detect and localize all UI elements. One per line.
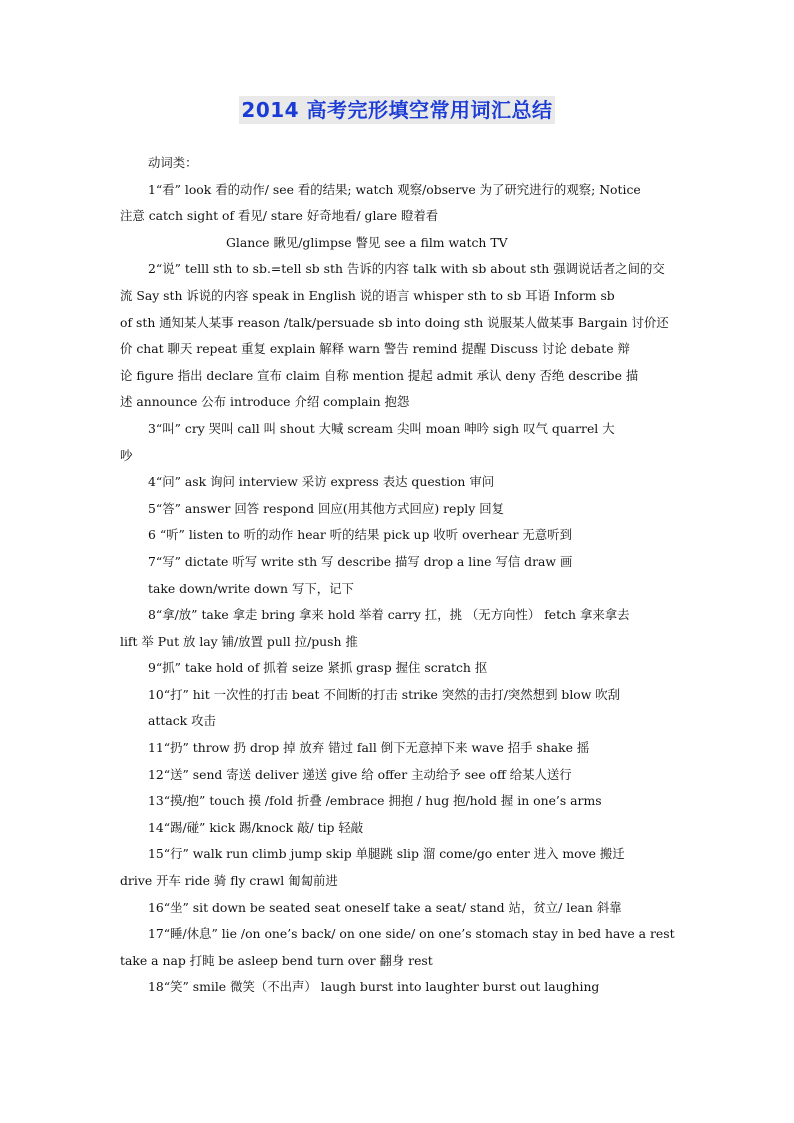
text-line: 述 announce 公布 introduce 介绍 complain 抱怨: [120, 394, 410, 410]
text-line: 12“送” send 寄送 deliver 递送 give 给 offer 主动给予 see off 给某人送行: [148, 766, 572, 782]
text-line: Glance 瞅见/glimpse 瞥见 see a film watch TV: [226, 234, 508, 250]
text-line: 6 “听” listen to 听的动作 hear 听的结果 pick up 收听 overhear 无意听到: [148, 527, 572, 543]
document-body: [120, 150, 680, 1001]
text-line: 13“摸/抱” touch 摸 /fold 折叠 /embrace 拥抱 / hug 抱/hold 握 in one’s arms: [148, 793, 602, 809]
text-line: 2“说” telll sth to sb.=tell sb sth 告诉的内容 talk with sb about sth 强调说话者之间的交: [148, 261, 665, 277]
text-line: 动词类：: [148, 155, 198, 170]
text-line: 论 figure 指出 declare 宣布 claim 自称 mention 提起 admit 承认 deny 否绝 describe 描: [120, 367, 639, 383]
text-line: 14“踢/碰” kick 踢/knock 敲/ tip 轻敲: [148, 819, 364, 835]
text-line: 16“坐” sit down be seated seat oneself take a seat/ stand 站，贫立/ lean 斜靠: [148, 899, 622, 915]
text-line: take down/write down 写下，记下: [148, 580, 354, 596]
text-line: 8“拿/放” take 拿走 bring 拿来 hold 举着 carry 扛，挑 （无方向性） fetch 拿来拿去: [148, 607, 630, 623]
text-line: 3“叫” cry 哭叫 call 叫 shout 大喊 scream 尖叫 moan 呻吟 sigh 叹气 quarrel 大: [148, 420, 615, 436]
text-line: 注意 catch sight of 看见/ stare 好奇地看/ glare 瞪着看: [120, 208, 439, 224]
text-line: 价 chat 聊天 repeat 重复 explain 解释 warn 警告 remind 提醒 Discuss 讨论 debate 辩: [120, 341, 630, 357]
text-line: 1“看” look 看的动作/ see 看的结果; watch 观察/observe 为了研究进行的观察; Notice: [148, 181, 641, 197]
text-line: of sth 通知某人某事 reason /talk/persuade sb into doing sth 说服某人做某事 Bargain 讨价还: [120, 314, 669, 330]
text-line: 15“行” walk run climb jump skip 单腿跳 slip 溜 come/go enter 进入 move 搬迁: [148, 846, 625, 862]
text-line: 18“笑” smile 微笑（不出声） laugh burst into laughter burst out laughing: [148, 979, 600, 995]
text-line: 7“写” dictate 听写 write sth 写 describe 描写 drop a line 写信 draw 画: [148, 553, 573, 569]
text-line: drive 开车 ride 骑 fly crawl 匍匐前进: [120, 873, 338, 889]
text-line: 流 Say sth 诉说的内容 speak in English 说的语言 whisper sth to sb 耳语 Inform sb: [120, 287, 615, 303]
text-line: 11“扔” throw 扔 drop 掉 放弃 错过 fall 倒下无意掉下来 wave 招手 shake 摇: [148, 740, 590, 756]
text-line: lift 举 Put 放 lay 铺/放置 pull 拉/push 推: [120, 633, 358, 649]
text-line: 5“答” answer 回答 respond 回应(用其他方式回应) reply 回复: [148, 500, 504, 516]
text-line: 17“睡/休息” lie /on one’s back/ on one side/ on one’s stomach stay in bed have a rest: [148, 926, 675, 942]
text-line: take a nap 打盹 be asleep bend turn over 翻身 rest: [120, 952, 433, 968]
text-line: attack 攻击: [148, 713, 216, 729]
text-line: 吵: [120, 447, 133, 463]
document-title-wrap: [0, 94, 794, 123]
text-line: 4“问” ask 询问 interview 采访 express 表达 question 审问: [148, 474, 495, 490]
text-line: 10“打” hit 一次性的打击 beat 不间断的打击 strike 突然的击打/突然想到 blow 吹刮: [148, 686, 621, 702]
text-line: 9“抓” take hold of 抓着 seize 紧抓 grasp 握住 scratch 抠: [148, 660, 488, 676]
document-title: 2014 高考完形填空常用词汇总结: [241, 98, 553, 122]
